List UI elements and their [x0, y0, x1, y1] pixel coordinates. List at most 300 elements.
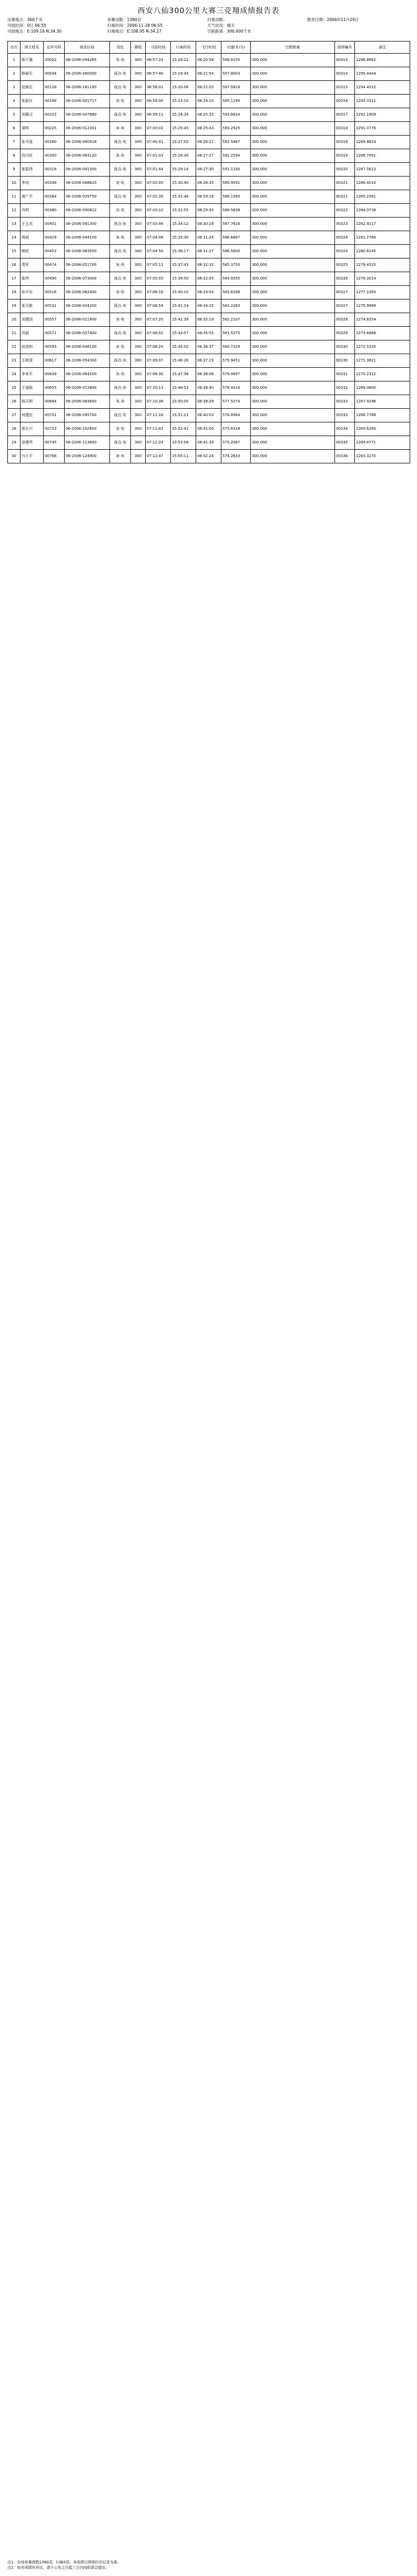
table-cell: 1291.0776	[355, 122, 410, 136]
table-cell: 300.000	[251, 422, 335, 436]
table-cell: 06-2006-007880	[65, 108, 110, 122]
table-row	[8, 108, 410, 122]
table-cell: 574.2833	[221, 450, 251, 463]
table-cell: 300.000	[251, 204, 335, 218]
table-cell: 马小平	[21, 450, 44, 463]
table-cell: 7	[8, 136, 21, 149]
table-cell: 06-2006-041500	[65, 163, 110, 177]
table-cell: 06-2006-062400	[65, 286, 110, 299]
table-cell: 黄广平	[21, 190, 44, 204]
table-cell: 00329	[335, 327, 355, 340]
table-cell: 300.000	[251, 136, 335, 149]
table-cell: 1285.2361	[355, 190, 410, 204]
table-cell: 00314	[335, 54, 355, 67]
table-cell: 07:02:30	[146, 190, 171, 204]
table-cell: 1277.1393	[355, 286, 410, 299]
table-cell: 300.000	[251, 218, 335, 231]
table-cell: 08:35:19	[196, 313, 221, 327]
table-cell: 王玉杰	[21, 218, 44, 231]
table-cell: 00334	[335, 422, 355, 436]
table-cell: 06-2006-064500	[65, 368, 110, 381]
table-cell: 灰-灰	[110, 286, 131, 299]
table-cell: 周军	[21, 258, 44, 272]
table-cell: 300.000	[251, 286, 335, 299]
table-cell: 26	[8, 395, 21, 409]
table-cell: 300	[131, 436, 146, 450]
table-cell: 06:59:11	[146, 108, 171, 122]
table-cell: 灰-灰	[110, 177, 131, 190]
table-cell: 00336	[335, 450, 355, 463]
table-cell: 1272.5325	[355, 340, 410, 354]
table-cell: 29	[8, 436, 21, 450]
meta-cell: 空距距离：300.000千米	[207, 29, 251, 34]
column-header: 鸽钟编号	[335, 42, 355, 54]
table-cell: 08:40:03	[196, 409, 221, 422]
table-cell: 583.2263	[221, 299, 251, 313]
table-cell: 00655	[44, 381, 65, 395]
table-cell: 雨点-灰	[110, 327, 131, 340]
meta-cell: 司放地点：E:109.16 N:34.30	[7, 29, 62, 34]
table-cell: 00321	[335, 177, 355, 190]
table-cell: 06-2006-001717	[65, 95, 110, 108]
table-cell: 06-2006-113800	[65, 436, 110, 450]
table-row	[8, 204, 410, 218]
table-cell: 300	[131, 327, 146, 340]
table-cell: 灰-灰	[110, 122, 131, 136]
table-row	[8, 95, 410, 108]
table-cell: 24	[8, 368, 21, 381]
table-cell: 07:07:20	[146, 313, 171, 327]
table-cell: 00639	[44, 368, 65, 381]
table-cell: 灰-灰	[110, 258, 131, 272]
table-cell: 300	[131, 272, 146, 286]
table-cell: 15:45:02	[171, 340, 196, 354]
table-cell: 15:46:26	[171, 354, 196, 368]
table-row	[8, 231, 410, 245]
table-cell: 06-2006-024200	[65, 299, 110, 313]
table-cell: 576.8964	[221, 409, 251, 422]
results-table	[7, 41, 410, 463]
table-cell: 300.000	[251, 95, 335, 108]
table-cell: 1282.9217	[355, 218, 410, 231]
table-cell: 15:41:24	[171, 299, 196, 313]
table-cell: 1292.1909	[355, 108, 410, 122]
table-cell: 300	[131, 95, 146, 108]
table-cell: 06-2006-037400	[65, 327, 110, 340]
table-cell: 300	[131, 381, 146, 395]
table-cell: 15:18:22	[171, 54, 196, 67]
table-cell: 597.5818	[221, 81, 251, 95]
table-cell: 586.6667	[221, 231, 251, 245]
column-header: 分速(米/分)	[221, 42, 251, 54]
table-cell: 581.5275	[221, 327, 251, 340]
table-cell: 赵锦生	[21, 81, 44, 95]
table-cell: 597.8003	[221, 67, 251, 81]
table-cell: 15:31:46	[171, 190, 196, 204]
table-row	[8, 67, 410, 81]
table-cell: 刘佩元	[21, 108, 44, 122]
table-cell: 1267.9296	[355, 395, 410, 409]
table-cell: 14	[8, 231, 21, 245]
table-cell: 00745	[44, 436, 65, 450]
meta-row	[7, 17, 410, 23]
table-cell: 刘建国	[21, 313, 44, 327]
table-cell: 07:08:25	[146, 340, 171, 354]
table-row	[8, 313, 410, 327]
table-cell: 300.000	[251, 163, 335, 177]
table-cell: 300	[131, 204, 146, 218]
table-cell: 300.000	[251, 122, 335, 136]
table-cell: 00128	[44, 81, 65, 95]
table-cell: 08:21:54	[196, 67, 221, 81]
table-cell: 06-2006-072800	[65, 381, 110, 395]
table-cell: 15:23:10	[171, 95, 196, 108]
table-cell: 300.000	[251, 245, 335, 258]
table-cell: 1284.0738	[355, 204, 410, 218]
table-cell: 08:31:27	[196, 245, 221, 258]
table-cell: 07:05:11	[146, 258, 171, 272]
table-row	[8, 163, 410, 177]
table-cell: 雨点-灰	[110, 354, 131, 368]
table-cell: 00332	[335, 381, 355, 395]
table-cell: 06-2006-048100	[65, 340, 110, 354]
table-cell: 15:50:05	[171, 395, 196, 409]
table-cell: 00331	[335, 368, 355, 381]
table-cell: 雨点-灰	[110, 67, 131, 81]
report-title: 西安八仙300公里大赛三竞翔成绩报告表	[137, 7, 280, 15]
table-cell: 300.000	[251, 327, 335, 340]
table-cell: 灰-灰	[110, 231, 131, 245]
table-cell: 580.7329	[221, 340, 251, 354]
table-cell: 00034	[44, 67, 65, 81]
column-header: 足环号码	[44, 42, 65, 54]
table-header-row	[8, 42, 410, 54]
table-cell: 00571	[44, 327, 65, 340]
table-cell: 300.000	[251, 81, 335, 95]
table-cell: 300.000	[251, 299, 335, 313]
table-cell: 300.000	[251, 354, 335, 368]
table-cell: 00516	[44, 286, 65, 299]
table-cell: 00380	[44, 204, 65, 218]
table-cell: 06:58:01	[146, 81, 171, 95]
table-row	[8, 436, 410, 450]
table-cell: 06-2006-124900	[65, 450, 110, 463]
table-cell: 06:57:24	[146, 54, 171, 67]
table-cell: 06-2006-090812	[65, 204, 110, 218]
table-cell: 578.4416	[221, 381, 251, 395]
table-cell: 06-2006-044100	[65, 231, 110, 245]
table-cell: 00202	[44, 108, 65, 122]
table-cell: 06-2006-091300	[65, 218, 110, 231]
table-cell: 07:05:55	[146, 272, 171, 286]
table-cell: 300	[131, 177, 146, 190]
table-cell: 王树清	[21, 354, 44, 368]
table-cell: 15:53:58	[171, 436, 196, 450]
table-cell: 586.5600	[221, 245, 251, 258]
table-cell: 灰-灰	[110, 368, 131, 381]
table-cell: 07:09:30	[146, 368, 171, 381]
table-cell: 07:03:44	[146, 218, 171, 231]
meta-cell: 报表日期：2006年11月29日	[307, 17, 359, 22]
table-cell: 张振伟	[21, 163, 44, 177]
table-cell: 雨点-灰	[110, 163, 131, 177]
table-cell: 06-2006-012301	[65, 122, 110, 136]
table-cell: 300	[131, 258, 146, 272]
table-cell: 00318	[335, 136, 355, 149]
table-cell: 300.000	[251, 340, 335, 354]
table-cell: 06-2006-102600	[65, 422, 110, 436]
table-cell: 15:47:36	[171, 368, 196, 381]
table-cell: 06-2006-090918	[65, 136, 110, 149]
table-cell: 30	[8, 450, 21, 463]
table-cell: 06-2006-094265	[65, 54, 110, 67]
table-cell: 1280.6145	[355, 245, 410, 258]
table-cell: 1271.3821	[355, 354, 410, 368]
table-cell: 00684	[44, 395, 65, 409]
table-cell: 00318	[335, 122, 355, 136]
table-cell: 08:37:19	[196, 354, 221, 368]
column-header: 空距距离	[251, 42, 335, 54]
table-cell: 1274.8354	[355, 313, 410, 327]
table-cell: 07:11:18	[146, 409, 171, 422]
table-cell: 07:00:02	[146, 122, 171, 136]
table-cell: 周明	[21, 122, 44, 136]
table-cell: 06-2006-083600	[65, 395, 110, 409]
table-cell: 300	[131, 245, 146, 258]
table-row	[8, 177, 410, 190]
table-cell: 08:31:24	[196, 231, 221, 245]
table-cell: 15:25:45	[171, 122, 196, 136]
table-cell: 郭长兴	[21, 422, 44, 436]
table-cell: 12	[8, 204, 21, 218]
table-cell: 16	[8, 258, 21, 272]
table-cell: 1270.2312	[355, 368, 410, 381]
meta-cell: 归巢时间：2006-11-28 06:55	[107, 23, 163, 28]
table-cell: 579.9451	[221, 354, 251, 368]
table-cell: 589.9591	[221, 177, 251, 190]
table-cell: 589.1560	[221, 190, 251, 204]
table-cell: 07:06:16	[146, 286, 171, 299]
table-cell: 06-2006-083500	[65, 245, 110, 258]
table-cell: 00364	[44, 190, 65, 204]
table-cell: 00225	[44, 122, 65, 136]
table-cell: 23	[8, 354, 21, 368]
table-cell: 300.000	[251, 272, 335, 286]
table-cell: 08:32:32	[196, 258, 221, 272]
table-cell: 雨点-灰	[110, 272, 131, 286]
table-cell: 1264.4771	[355, 436, 410, 450]
table-cell: 08:29:16	[196, 190, 221, 204]
table-cell: 06-2006-161190	[65, 81, 110, 95]
table-cell: 1	[8, 54, 21, 67]
table-cell: 07:09:07	[146, 354, 171, 368]
table-cell: 王福根	[21, 381, 44, 395]
table-cell: 00314	[335, 67, 355, 81]
table-cell: 1269.0800	[355, 381, 410, 395]
table-cell: 582.2107	[221, 313, 251, 327]
column-header: 司放时间	[146, 42, 171, 54]
table-cell: 00335	[335, 436, 355, 450]
table-cell: 17	[8, 272, 21, 286]
table-cell: 肖明	[21, 204, 44, 218]
table-cell: 08:26:21	[196, 136, 221, 149]
meta-cell: 司放时间：0日 06:55	[7, 23, 46, 28]
table-cell: 300.000	[251, 231, 335, 245]
table-cell: 08:41:34	[196, 436, 221, 450]
table-cell: 19	[8, 299, 21, 313]
table-cell: 灰-灰	[110, 54, 131, 67]
meta-cell: 天气状况：晴天	[207, 23, 235, 28]
table-cell: 00320	[335, 163, 355, 177]
table-cell: 1279.4520	[355, 258, 410, 272]
table-cell: 584.9355	[221, 272, 251, 286]
table-cell: 15:19:34	[171, 67, 196, 81]
table-cell: 15:52:41	[171, 422, 196, 436]
table-cell: 20	[8, 313, 21, 327]
table-cell: 300.000	[251, 368, 335, 381]
table-cell: 9	[8, 163, 21, 177]
table-cell: 593.6834	[221, 108, 251, 122]
table-cell: 00319	[335, 149, 355, 163]
table-cell: 08:38:40	[196, 381, 221, 395]
table-cell: 08:30:28	[196, 218, 221, 231]
table-cell: 08:41:00	[196, 422, 221, 436]
table-row	[8, 450, 410, 463]
table-cell: 300.000	[251, 190, 335, 204]
table-cell: 灰-灰	[110, 395, 131, 409]
table-cell: 06-2006-260000	[65, 67, 110, 81]
table-cell: 08:27:27	[196, 149, 221, 163]
table-cell: 300	[131, 340, 146, 354]
table-row	[8, 258, 410, 272]
table-cell: 00260	[44, 136, 65, 149]
table-cell: 雨点-灰	[110, 108, 131, 122]
table-row	[8, 218, 410, 231]
table-cell: 雨点-灰	[110, 218, 131, 231]
table-cell: 00322	[335, 204, 355, 218]
table-cell: 5	[8, 108, 21, 122]
table-cell: 08:20:58	[196, 54, 221, 67]
table-cell: 07:10:13	[146, 381, 171, 395]
table-cell: 300	[131, 409, 146, 422]
table-row	[8, 381, 410, 395]
table-cell: 陈不器	[21, 54, 44, 67]
column-header: 羽色	[110, 42, 131, 54]
table-cell: 00326	[335, 272, 355, 286]
table-cell: 段兴旺	[21, 149, 44, 163]
table-cell: 1263.3270	[355, 450, 410, 463]
table-cell: 灰-灰	[110, 422, 131, 436]
column-header: 归巢时间	[171, 42, 196, 54]
table-cell: 00321	[335, 190, 355, 204]
table-cell: 583.8188	[221, 286, 251, 299]
table-cell: 00593	[44, 340, 65, 354]
table-cell: 3	[8, 81, 21, 95]
table-cell: 8	[8, 149, 21, 163]
table-cell: 00557	[44, 313, 65, 327]
table-cell: 27	[8, 409, 21, 422]
table-cell: 1295.4444	[355, 67, 410, 81]
table-cell: 300.000	[251, 313, 335, 327]
report-meta	[7, 17, 410, 34]
table-cell: 300	[131, 368, 146, 381]
table-cell: 韩春生	[21, 67, 44, 81]
table-cell: 15:51:21	[171, 409, 196, 422]
table-cell: 300	[131, 81, 146, 95]
table-cell: 300.000	[251, 177, 335, 190]
table-cell: 08:33:54	[196, 286, 221, 299]
table-cell: 孙平安	[21, 286, 44, 299]
table-cell: 21	[8, 327, 21, 340]
table-cell: 冯斌	[21, 327, 44, 340]
table-cell: 592.5487	[221, 136, 251, 149]
table-cell: 00490	[44, 272, 65, 286]
table-row	[8, 340, 410, 354]
table-cell: 595.1190	[221, 95, 251, 108]
table-cell: 1288.7051	[355, 149, 410, 163]
table-cell: 00333	[335, 395, 355, 409]
table-cell: 300.000	[251, 54, 335, 67]
table-cell: 雨点-灰	[110, 299, 131, 313]
table-cell: 00316	[335, 95, 355, 108]
table-row	[8, 272, 410, 286]
table-cell: 300	[131, 54, 146, 67]
table-cell: 00324	[335, 231, 355, 245]
table-cell: 591.2594	[221, 149, 251, 163]
table-cell: 18	[8, 286, 21, 299]
table-row	[8, 368, 410, 381]
table-cell: 300.000	[251, 409, 335, 422]
meta-cell: 比赛地点：300千米	[7, 17, 43, 22]
table-cell: 15	[8, 245, 21, 258]
table-row	[8, 245, 410, 258]
table-cell: 00474	[44, 258, 65, 272]
table-row	[8, 122, 410, 136]
table-cell: 300	[131, 108, 146, 122]
table-cell: 15:55:11	[171, 450, 196, 463]
table-cell: 06-2006-083120	[65, 149, 110, 163]
table-row	[8, 286, 410, 299]
table-cell: 陈伟	[21, 272, 44, 286]
table-cell: 灰-灰	[110, 204, 131, 218]
table-cell: 300.000	[251, 436, 335, 450]
table-cell: 00531	[44, 299, 65, 313]
table-cell: 300	[131, 450, 146, 463]
table-cell: 07:06:59	[146, 299, 171, 313]
table-row	[8, 136, 410, 149]
table-cell: 08:42:24	[196, 450, 221, 463]
table-cell: 15:48:53	[171, 381, 196, 395]
table-cell: 577.5274	[221, 395, 251, 409]
table-cell: 00349	[44, 177, 65, 190]
table-cell: 07:12:47	[146, 450, 171, 463]
table-cell: 06-2006-011800	[65, 313, 110, 327]
table-cell: 00330	[335, 340, 355, 354]
table-cell: 598.9155	[221, 54, 251, 67]
table-cell: 300	[131, 122, 146, 136]
table-cell: 07:01:44	[146, 163, 171, 177]
table-cell: 2	[8, 67, 21, 81]
table-cell: 00324	[335, 245, 355, 258]
table-cell: 22	[8, 340, 21, 354]
column-header: 赛程	[131, 42, 146, 54]
table-cell: 300.000	[251, 450, 335, 463]
table-cell: 575.2067	[221, 436, 251, 450]
table-cell: 1273.6868	[355, 327, 410, 340]
table-cell: 雨点-灰	[110, 436, 131, 450]
table-cell: 00330	[335, 354, 355, 368]
table-cell: 06-2006-029750	[65, 190, 110, 204]
